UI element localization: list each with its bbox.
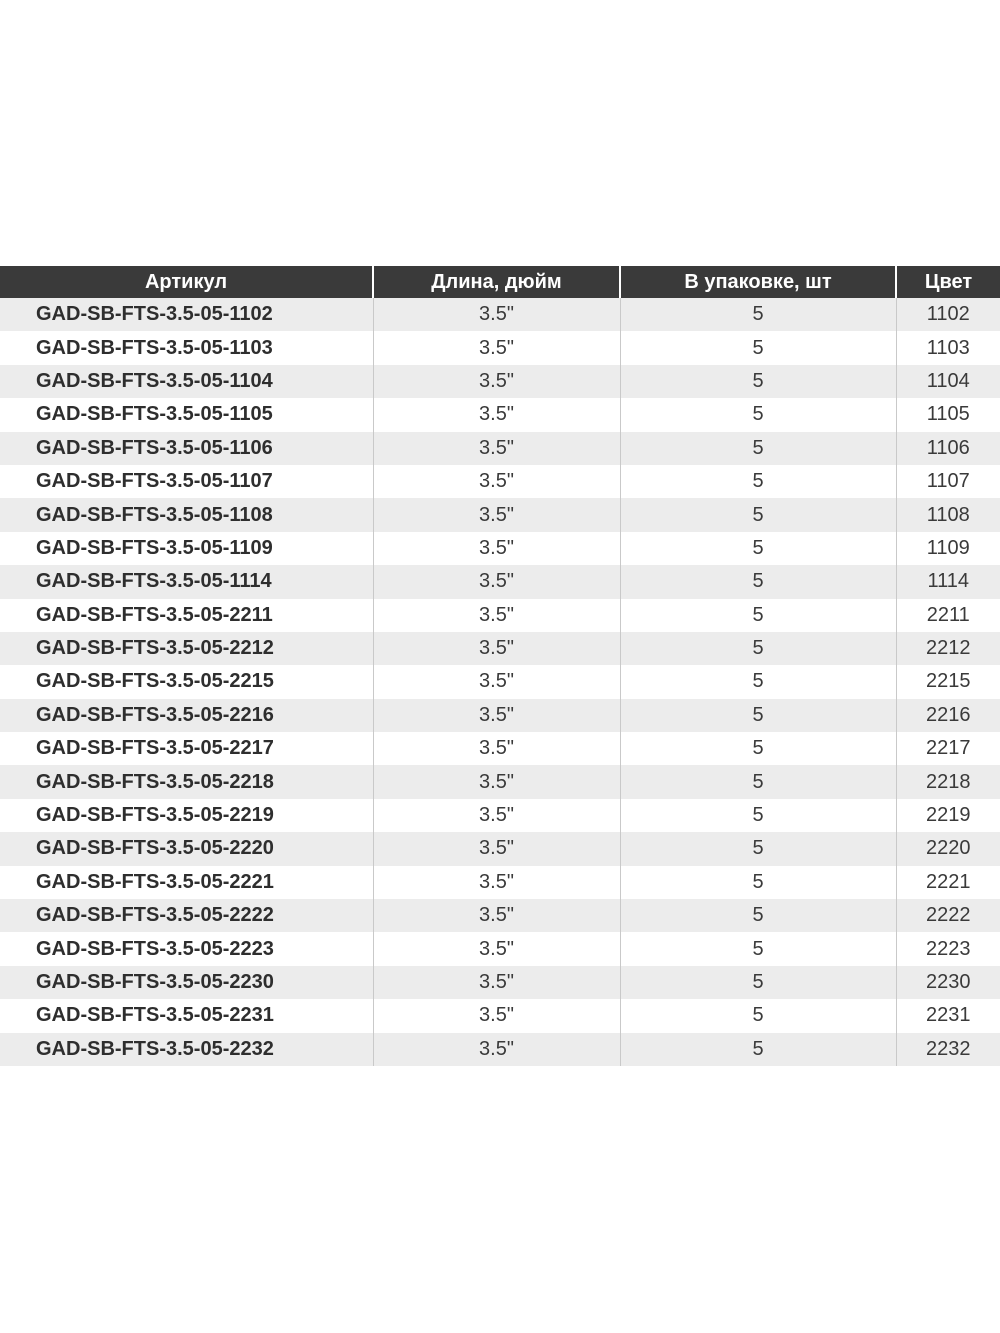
sku-cell: GAD-SB-FTS-3.5-05-2215: [0, 665, 373, 698]
table-row: [0, 432, 1000, 465]
table-row: [0, 465, 1000, 498]
table-row: [0, 532, 1000, 565]
length-cell: 3.5": [373, 732, 620, 765]
sku-cell: GAD-SB-FTS-3.5-05-2212: [0, 632, 373, 665]
table-row: [0, 732, 1000, 765]
table-row: [0, 599, 1000, 632]
color-cell: 2217: [896, 732, 1000, 765]
color-cell: 2230: [896, 966, 1000, 999]
pack-qty-cell: 5: [620, 565, 896, 598]
table-row: [0, 832, 1000, 865]
color-cell: 1114: [896, 565, 1000, 598]
pack-qty-cell: 5: [620, 932, 896, 965]
sku-cell: GAD-SB-FTS-3.5-05-1106: [0, 432, 373, 465]
length-cell: 3.5": [373, 866, 620, 899]
length-cell: 3.5": [373, 565, 620, 598]
table-row: [0, 498, 1000, 531]
sku-cell: GAD-SB-FTS-3.5-05-1105: [0, 398, 373, 431]
table-row: [0, 799, 1000, 832]
pack-qty-cell: 5: [620, 799, 896, 832]
color-cell: 1108: [896, 498, 1000, 531]
header-color: Цвет: [896, 266, 1000, 298]
sku-cell: GAD-SB-FTS-3.5-05-1102: [0, 298, 373, 331]
color-cell: 2219: [896, 799, 1000, 832]
header-row: [0, 266, 1000, 298]
table-row: [0, 932, 1000, 965]
table-header: [0, 266, 1000, 298]
sku-cell: GAD-SB-FTS-3.5-05-2217: [0, 732, 373, 765]
color-cell: 1105: [896, 398, 1000, 431]
sku-cell: GAD-SB-FTS-3.5-05-1104: [0, 365, 373, 398]
table-row: [0, 1033, 1000, 1066]
table-body: [0, 298, 1000, 1066]
color-cell: 1109: [896, 532, 1000, 565]
sku-cell: GAD-SB-FTS-3.5-05-2232: [0, 1033, 373, 1066]
color-cell: 2218: [896, 765, 1000, 798]
length-cell: 3.5": [373, 532, 620, 565]
table-row: [0, 365, 1000, 398]
pack-qty-cell: 5: [620, 432, 896, 465]
product-table: [0, 266, 1000, 1066]
length-cell: 3.5": [373, 599, 620, 632]
color-cell: 2221: [896, 866, 1000, 899]
length-cell: 3.5": [373, 632, 620, 665]
sku-cell: GAD-SB-FTS-3.5-05-1108: [0, 498, 373, 531]
color-cell: 1103: [896, 331, 1000, 364]
table-row: [0, 398, 1000, 431]
color-cell: 2223: [896, 932, 1000, 965]
sku-cell: GAD-SB-FTS-3.5-05-2216: [0, 699, 373, 732]
color-cell: 2212: [896, 632, 1000, 665]
pack-qty-cell: 5: [620, 866, 896, 899]
header-sku: Артикул: [0, 266, 373, 298]
table-row: [0, 999, 1000, 1032]
pack-qty-cell: 5: [620, 331, 896, 364]
pack-qty-cell: 5: [620, 732, 896, 765]
sku-cell: GAD-SB-FTS-3.5-05-2211: [0, 599, 373, 632]
pack-qty-cell: 5: [620, 699, 896, 732]
sku-cell: GAD-SB-FTS-3.5-05-2219: [0, 799, 373, 832]
length-cell: 3.5": [373, 999, 620, 1032]
pack-qty-cell: 5: [620, 632, 896, 665]
pack-qty-cell: 5: [620, 365, 896, 398]
length-cell: 3.5": [373, 465, 620, 498]
header-length: Длина, дюйм: [373, 266, 620, 298]
color-cell: 2215: [896, 665, 1000, 698]
color-cell: 1102: [896, 298, 1000, 331]
sku-cell: GAD-SB-FTS-3.5-05-2222: [0, 899, 373, 932]
table-row: [0, 765, 1000, 798]
length-cell: 3.5": [373, 398, 620, 431]
length-cell: 3.5": [373, 765, 620, 798]
color-cell: 1104: [896, 365, 1000, 398]
pack-qty-cell: 5: [620, 498, 896, 531]
length-cell: 3.5": [373, 1033, 620, 1066]
sku-cell: GAD-SB-FTS-3.5-05-1103: [0, 331, 373, 364]
pack-qty-cell: 5: [620, 832, 896, 865]
color-cell: 2231: [896, 999, 1000, 1032]
sku-cell: GAD-SB-FTS-3.5-05-1107: [0, 465, 373, 498]
color-cell: 1106: [896, 432, 1000, 465]
sku-cell: GAD-SB-FTS-3.5-05-2231: [0, 999, 373, 1032]
header-pack-qty: В упаковке, шт: [620, 266, 896, 298]
pack-qty-cell: 5: [620, 1033, 896, 1066]
sku-cell: GAD-SB-FTS-3.5-05-1109: [0, 532, 373, 565]
length-cell: 3.5": [373, 932, 620, 965]
pack-qty-cell: 5: [620, 298, 896, 331]
table-row: [0, 565, 1000, 598]
sku-cell: GAD-SB-FTS-3.5-05-2218: [0, 765, 373, 798]
pack-qty-cell: 5: [620, 966, 896, 999]
table-row: [0, 899, 1000, 932]
table-row: [0, 632, 1000, 665]
color-cell: 2220: [896, 832, 1000, 865]
sku-cell: GAD-SB-FTS-3.5-05-2230: [0, 966, 373, 999]
pack-qty-cell: 5: [620, 532, 896, 565]
pack-qty-cell: 5: [620, 465, 896, 498]
sku-cell: GAD-SB-FTS-3.5-05-2220: [0, 832, 373, 865]
color-cell: 2222: [896, 899, 1000, 932]
color-cell: 2216: [896, 699, 1000, 732]
length-cell: 3.5": [373, 331, 620, 364]
length-cell: 3.5": [373, 832, 620, 865]
sku-cell: GAD-SB-FTS-3.5-05-2223: [0, 932, 373, 965]
sku-cell: GAD-SB-FTS-3.5-05-1114: [0, 565, 373, 598]
pack-qty-cell: 5: [620, 899, 896, 932]
color-cell: 2211: [896, 599, 1000, 632]
sku-cell: GAD-SB-FTS-3.5-05-2221: [0, 866, 373, 899]
table-row: [0, 298, 1000, 331]
pack-qty-cell: 5: [620, 765, 896, 798]
length-cell: 3.5": [373, 699, 620, 732]
pack-qty-cell: 5: [620, 665, 896, 698]
length-cell: 3.5": [373, 298, 620, 331]
length-cell: 3.5": [373, 432, 620, 465]
length-cell: 3.5": [373, 966, 620, 999]
table-row: [0, 331, 1000, 364]
pack-qty-cell: 5: [620, 398, 896, 431]
pack-qty-cell: 5: [620, 999, 896, 1032]
color-cell: 2232: [896, 1033, 1000, 1066]
length-cell: 3.5": [373, 799, 620, 832]
pack-qty-cell: 5: [620, 599, 896, 632]
table-row: [0, 699, 1000, 732]
length-cell: 3.5": [373, 498, 620, 531]
product-table-container: [0, 266, 1000, 1066]
length-cell: 3.5": [373, 365, 620, 398]
length-cell: 3.5": [373, 899, 620, 932]
color-cell: 1107: [896, 465, 1000, 498]
length-cell: 3.5": [373, 665, 620, 698]
table-row: [0, 866, 1000, 899]
table-row: [0, 665, 1000, 698]
table-row: [0, 966, 1000, 999]
